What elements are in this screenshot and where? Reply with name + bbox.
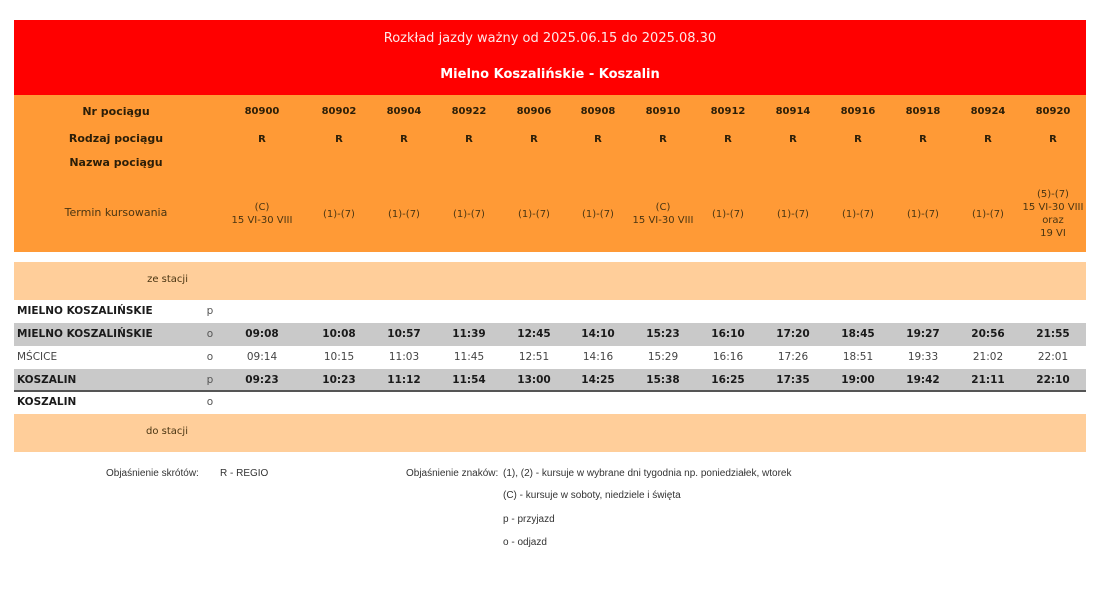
train-number: 80906	[516, 106, 552, 117]
train-type: R	[659, 134, 667, 145]
arrival-departure-marker: o	[206, 328, 214, 340]
train-type-label: Rodzaj pociągu	[68, 132, 164, 145]
departure-time: 16:16	[712, 351, 744, 363]
signs-legend-item: (1), (2) - kursuje w wybrane dni tygodnia np. poniedziałek, wtorek	[503, 468, 792, 479]
departure-time: 22:01	[1037, 351, 1069, 363]
from-station-band	[14, 262, 1086, 300]
arrival-departure-marker: p	[206, 374, 214, 386]
train-name-label: Nazwa pociągu	[69, 156, 163, 169]
train-number: 80912	[710, 106, 746, 117]
train-type: R	[1049, 134, 1057, 145]
station-name: MIELNO KOSZALIŃSKIE	[17, 305, 153, 317]
running-days-line: (C)	[254, 202, 270, 213]
train-type: R	[465, 134, 473, 145]
departure-time: 21:55	[1036, 328, 1070, 340]
train-type: R	[258, 134, 266, 145]
train-type: R	[400, 134, 408, 145]
timetable-header	[14, 20, 1086, 95]
arrival-departure-marker: o	[206, 351, 214, 363]
signs-legend-item: (C) - kursuje w soboty, niedziele i święta	[503, 490, 681, 501]
departure-time: 11:39	[452, 328, 486, 340]
departure-time: 14:25	[581, 374, 615, 386]
train-type: R	[919, 134, 927, 145]
running-days-line: (1)-(7)	[323, 208, 355, 220]
train-type: R	[335, 134, 343, 145]
departure-time: 19:33	[907, 351, 939, 363]
departure-time: 17:35	[776, 374, 810, 386]
departure-time: 09:08	[245, 328, 279, 340]
running-days-line: (C)	[655, 202, 671, 213]
departure-time: 21:02	[972, 351, 1004, 363]
train-number: 80910	[645, 106, 681, 117]
train-type: R	[854, 134, 862, 145]
departure-time: 15:29	[647, 351, 679, 363]
running-days-line: (1)-(7)	[972, 208, 1004, 220]
running-days-line: oraz	[1042, 215, 1064, 226]
departure-time: 17:26	[777, 351, 809, 363]
validity-period: Rozkład jazdy ważny od 2025.06.15 do 2025.08.30	[383, 31, 717, 46]
signs-legend-item: p - przyjazd	[503, 514, 555, 525]
running-days-line: 15 VI-30 VIII	[231, 215, 293, 226]
departure-time: 17:20	[776, 328, 810, 340]
running-days-line: 19 VI	[1040, 228, 1066, 239]
departure-time: 16:25	[711, 374, 745, 386]
departure-time: 15:38	[646, 374, 680, 386]
to-station-label: do stacji	[146, 426, 188, 437]
running-days-line: (5)-(7)	[1037, 189, 1069, 200]
departure-time: 22:10	[1036, 374, 1070, 386]
departure-time: 11:54	[452, 374, 486, 386]
departure-time: 10:23	[322, 374, 356, 386]
departure-time: 10:15	[323, 351, 355, 363]
train-type: R	[984, 134, 992, 145]
running-days-line: (1)-(7)	[388, 208, 420, 220]
departure-time: 18:45	[841, 328, 875, 340]
departure-time: 20:56	[971, 328, 1005, 340]
stop-row	[14, 323, 1086, 346]
departure-time: 13:00	[517, 374, 551, 386]
running-days	[368, 208, 440, 221]
running-days	[887, 208, 959, 221]
running-days	[1017, 188, 1089, 240]
running-days	[433, 208, 505, 221]
departure-time: 12:45	[517, 328, 551, 340]
train-number: 80900	[244, 106, 280, 117]
train-number: 80904	[386, 106, 422, 117]
train-number: 80908	[580, 106, 616, 117]
stop-row	[14, 391, 1086, 414]
departure-time: 12:51	[518, 351, 550, 363]
departure-time: 09:23	[245, 374, 279, 386]
running-days	[952, 208, 1024, 221]
stop-row	[14, 346, 1086, 369]
departure-time: 14:16	[582, 351, 614, 363]
running-days-line: 15 VI-30 VIII	[632, 215, 694, 226]
running-days	[226, 201, 298, 227]
running-days	[498, 208, 570, 221]
running-days-line: (1)-(7)	[518, 208, 550, 220]
running-days-line: (1)-(7)	[842, 208, 874, 220]
to-station-band	[14, 414, 1086, 452]
train-number: 80916	[840, 106, 876, 117]
train-number: 80920	[1035, 106, 1071, 117]
train-type: R	[789, 134, 797, 145]
departure-time: 10:08	[322, 328, 356, 340]
departure-time: 18:51	[842, 351, 874, 363]
train-number: 80924	[970, 106, 1006, 117]
departure-time: 14:10	[581, 328, 615, 340]
departure-time: 11:03	[388, 351, 420, 363]
station-name: KOSZALIN	[17, 374, 77, 386]
departure-time: 19:27	[906, 328, 940, 340]
running-days-line: 15 VI-30 VIII	[1022, 202, 1084, 213]
departure-time: 19:42	[906, 374, 940, 386]
departure-time: 10:57	[387, 328, 421, 340]
station-name: KOSZALIN	[17, 396, 77, 408]
departure-time: 11:45	[453, 351, 485, 363]
train-info-block	[14, 95, 1086, 252]
running-days	[692, 208, 764, 221]
departure-time: 11:12	[387, 374, 421, 386]
train-number-label: Nr pociągu	[82, 105, 150, 118]
station-name: MIELNO KOSZALIŃSKIE	[17, 328, 153, 340]
running-days	[757, 208, 829, 221]
running-days	[303, 208, 375, 221]
running-days	[822, 208, 894, 221]
running-days	[562, 208, 634, 221]
train-number: 80918	[905, 106, 941, 117]
stop-row	[14, 369, 1086, 392]
running-days-label: Termin kursowania	[64, 206, 168, 219]
departure-time: 21:11	[971, 374, 1005, 386]
departure-time: 16:10	[711, 328, 745, 340]
stop-row	[14, 300, 1086, 323]
abbrev-legend-title: Objaśnienie skrótów:	[106, 468, 199, 479]
running-days-line: (1)-(7)	[582, 208, 614, 220]
from-station-label: ze stacji	[147, 274, 188, 285]
departure-time: 09:14	[246, 351, 278, 363]
train-type: R	[530, 134, 538, 145]
row-separator	[14, 390, 1086, 392]
running-days-line: (1)-(7)	[453, 208, 485, 220]
station-name: MŚCICE	[17, 351, 58, 363]
running-days	[627, 201, 699, 227]
train-type: R	[594, 134, 602, 145]
train-number: 80902	[321, 106, 357, 117]
signs-legend-title: Objaśnienie znaków:	[406, 468, 499, 479]
route-title: Mielno Koszalińskie - Koszalin	[440, 67, 660, 82]
arrival-departure-marker: p	[206, 305, 214, 317]
departure-time: 15:23	[646, 328, 680, 340]
abbrev-legend-item: R - REGIO	[220, 468, 269, 479]
running-days-line: (1)-(7)	[712, 208, 744, 220]
train-number: 80922	[451, 106, 487, 117]
signs-legend-item: o - odjazd	[503, 537, 547, 548]
train-number: 80914	[775, 106, 811, 117]
running-days-line: (1)-(7)	[777, 208, 809, 220]
train-type: R	[724, 134, 732, 145]
departure-time: 19:00	[841, 374, 875, 386]
running-days-line: (1)-(7)	[907, 208, 939, 220]
arrival-departure-marker: o	[206, 396, 214, 408]
